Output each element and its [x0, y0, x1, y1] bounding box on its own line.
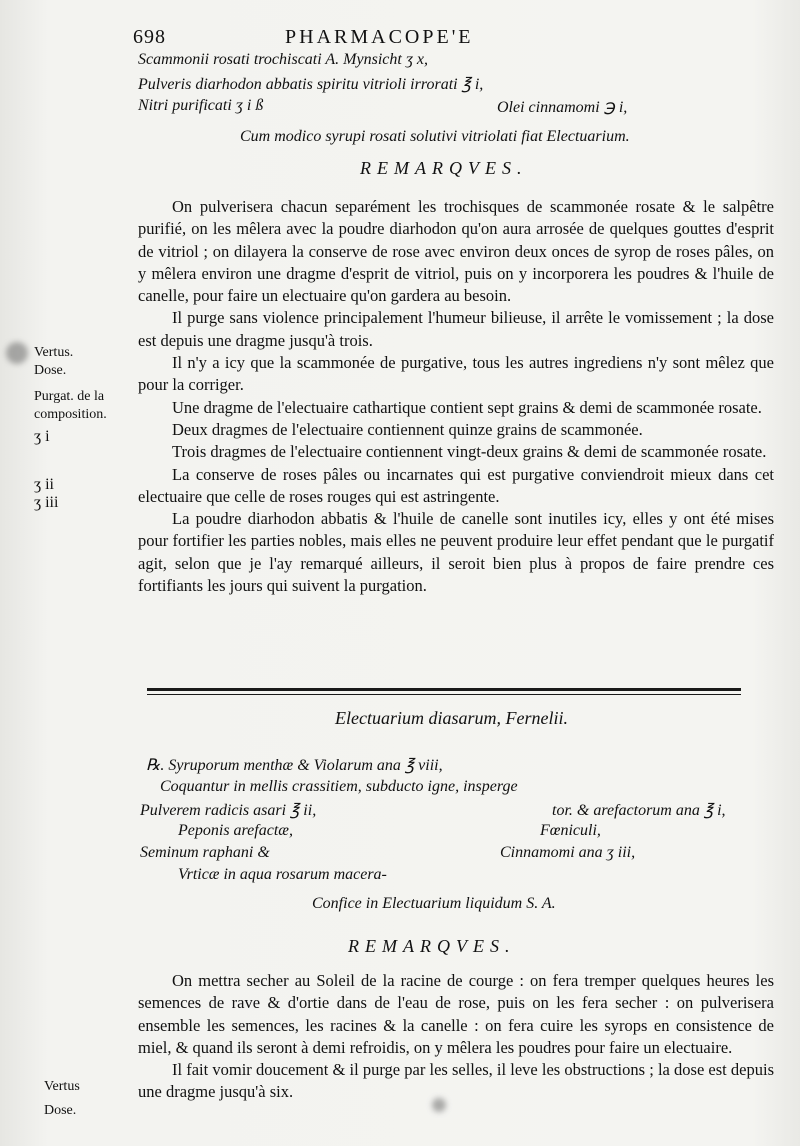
paragraph: On mettra secher au Soleil de la racine de courge : on fera tremper quelques heures les semences de rave & d'ortie dans de l'eau de rose, puis on les fera secher : on pulverisera ensemble les semences, les racines & la canelle : on fera cuire les syrops en consistence de miel, & quand ils seront à demi refroidis, on y mêlera les poudres pour faire un electuaire. [138, 971, 774, 1057]
recipe-line: Pulveris diarhodon abbatis spiritu vitrioli irrorati ℥ i, [138, 76, 484, 93]
paragraph: Il n'y a icy que la scammonée de purgative, tous les autres ingrediens n'y sont mêlez que pour la corriger. [138, 353, 774, 395]
recipe-line: Coquantur in mellis crassitiem, subducto igne, insperge [160, 778, 518, 795]
section-heading: REMARQVES. [360, 158, 528, 178]
margin-note-composition: composition. [34, 407, 107, 422]
paragraph: La conserve de roses pâles ou incarnates qui est purgative conviendroit mieux dans cet electuaire que celle de roses rouges qui est astringente. [138, 464, 774, 506]
recipe-line: ℞. Syruporum menthæ & Violarum ana ℥ viii, [146, 757, 443, 774]
margin-note-purgat: Purgat. de la [34, 389, 105, 404]
paragraph: On pulverisera chacun separément les trochisques de scammonée rosate & le salpêtre purifié, on les mêlera avec la poudre diarhodon qu'on aura arrosée de quelques gouttes d'esprit de vitriol ; on dilayera la conserve de rose avec environ deux onces de syrop de roses pâles, on y mêlera environ une dragme d'esprit de vitriol, puis on y incorporera les poudres & l'huile de canelle, pour faire un electuaire qu'on gardera au besoin. [138, 197, 774, 306]
ink-blot [6, 342, 28, 364]
recipe-line: Peponis arefactæ, [178, 822, 293, 839]
recipe-line: Seminum raphani & [140, 844, 270, 861]
running-title: PHARMACOPE'E [285, 26, 474, 48]
paragraph: Il fait vomir doucement & il purge par les selles, il leve les obstructions ; la dose est depuis une dragme jusqu'à six. [138, 1060, 774, 1102]
recipe-line: Vrticæ in aqua rosarum macera- [178, 866, 387, 883]
margin-note-dose: Dose. [44, 1103, 77, 1118]
remarques-text [138, 196, 774, 597]
recipe-line: Fœniculi, [540, 822, 601, 839]
recipe-line: Scammonii rosati trochiscati A. Mynsicht ʒ x, [138, 51, 429, 68]
section-divider [147, 688, 741, 691]
margin-note-vertus: Vertus. [34, 345, 74, 360]
page-number: 698 [133, 26, 166, 48]
recipe-instruction: Cum modico syrupi rosati solutivi vitriolati fiat Electuarium. [240, 128, 630, 145]
paragraph: Une dragme de l'electuaire cathartique contient sept grains & demi de scammonée rosate. [172, 397, 762, 417]
margin-note-vertus: Vertus [44, 1079, 80, 1094]
section-divider-thin [147, 694, 741, 695]
paragraph: Il purge sans violence principalement l'humeur bilieuse, il arrête le vomissement ; la dose est depuis une dragme jusqu'à trois. [138, 308, 774, 350]
section-title: Electuarium diasarum, Fernelii. [335, 708, 568, 728]
margin-note-dose-3: ʒ iii [34, 494, 59, 511]
paragraph: La poudre diarhodon abbatis & l'huile de canelle sont inutiles icy, elles y ont été mises pour fortifier les parties nobles, mais elles ne peuvent produire leur effet pendant que le purgatif agit, selon que je l'ay remarqué ailleurs, il seroit bien plus à propos de faire prendre ces fortifiants les jours qui suivent la purgation. [138, 509, 774, 596]
remarques-text [138, 970, 774, 1104]
recipe-line: tor. & arefactorum ana ℥ i, [552, 802, 726, 819]
recipe-line: Olei cinnamomi ℈ i, [497, 99, 628, 116]
margin-note-dose-2: ʒ ii [34, 476, 54, 493]
recipe-line: Cinnamomi ana ʒ iii, [500, 844, 636, 861]
margin-note-dose-1: ʒ i [34, 428, 50, 445]
recipe-line: Pulverem radicis asari ℥ ii, [140, 802, 317, 819]
paragraph: Deux dragmes de l'electuaire contiennent quinze grains de scammonée. [172, 419, 643, 439]
margin-note-dose: Dose. [34, 363, 67, 378]
section-heading: REMARQVES. [348, 936, 516, 956]
recipe-line: Nitri purificati ʒ i ß [138, 97, 264, 114]
recipe-instruction: Confice in Electuarium liquidum S. A. [312, 895, 556, 912]
paragraph: Trois dragmes de l'electuaire contiennent vingt-deux grains & demi de scammonée rosate. [172, 442, 767, 462]
